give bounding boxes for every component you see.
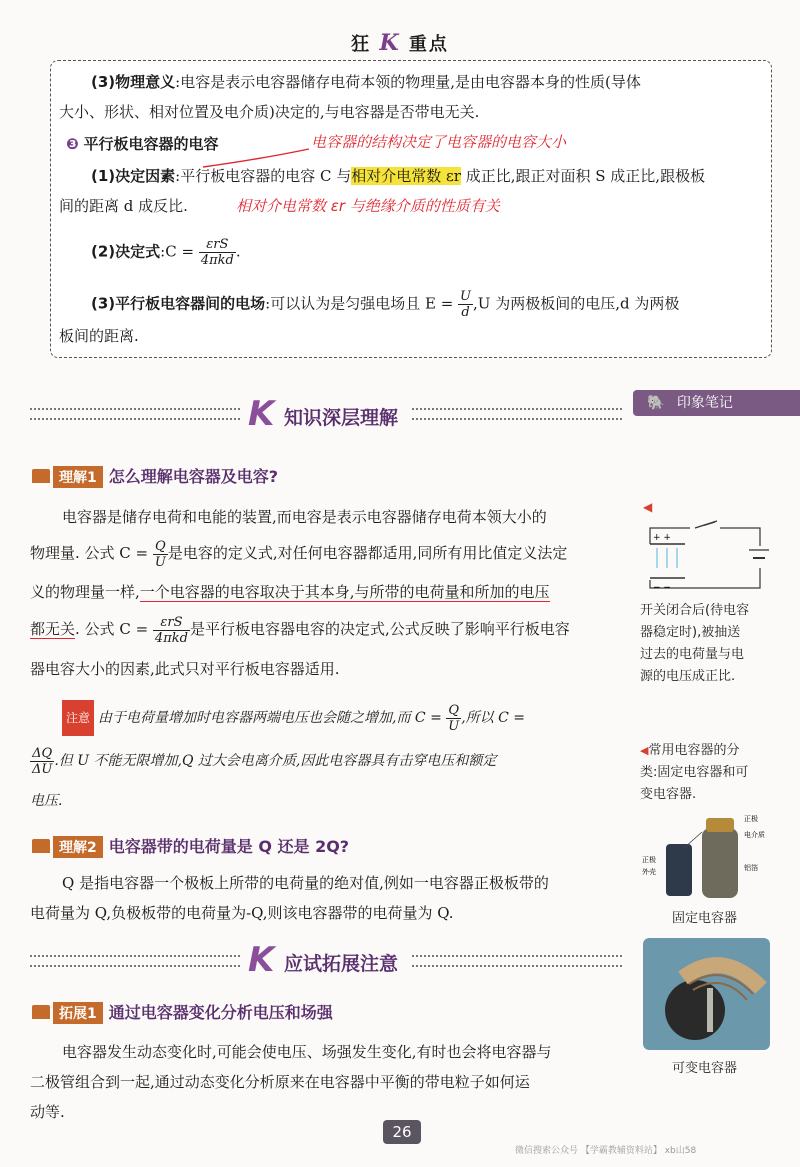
u2-para-1: Q 是指电容器一个极板上所带的电荷量的绝对值,例如一电容器正极板带的 [62,874,549,892]
elephant-icon: 🐘 [647,395,665,411]
u1-para-5: 器电容大小的因素,此式只对平行板电容器适用. [30,660,340,678]
e1-para-1: 电容器发生动态变化时,可能会使电压、场强发生变化,有时也会将电容器与 [62,1043,552,1061]
section-title-knowledge: 知识深层理解 [284,407,399,429]
box-line-8: 板间的距离. [59,327,139,345]
book-icon [32,1005,50,1019]
circuit-diagram [645,518,770,598]
formula-delta: $\frac{\Delta Q}{\Delta U}$ [32,745,53,777]
formula-c-decisive: $\frac{\text{εrS}}{\text{4πkd}}$ [200,237,234,268]
dotted-rule-right-1 [412,408,622,420]
page-header [0,30,800,56]
caution-line-2: $\frac{\Delta Q}{\Delta U}$ .但 U 不能无限增加,Q 过大会电离介质,因此电容器具有击穿电压和额定 [32,745,497,777]
caution-badge: 注意 [62,700,94,736]
footer-watermark: 微信搜索公众号 【学霸教辅资料站】 xb山58 [515,1146,697,1156]
fixed-capacitor-caption: 固定电容器 [672,911,738,926]
u1-para-2: 物理量. 公式 C = $\frac{Q}{U}$ 是电容的定义式,对任何电容器都适用,同所有用比值定义法定 [30,538,568,570]
side-note-2: ◀常用电容器的分 类:固定电容器和可 变电容器. [640,743,749,802]
book-icon [32,469,50,483]
box-line-5: 间的距离 d 成反比. [59,197,188,215]
u1-para-1: 电容器是储存电荷和电能的装置,而电容是表示电容器储存电荷本领大小的 [62,508,547,526]
u1-para-4: 都无关. 公式 C = $\frac{\text{εrS}}{\text{4πkd}}$ 是平行板电容器电容的决定式,公式反映了影响平行板电容 [30,614,570,646]
section-k-icon: K [248,940,275,980]
pointer-triangle-icon: ◀ [643,500,653,514]
u1-para-3: 义的物理量一样,一个电容器的电容取决于其本身,与所带的电荷量和所加的电压 [30,583,550,601]
fixed-capacitor-image [640,812,770,904]
section-k-icon: K [248,394,275,434]
handwritten-note-1: 电容器的结构决定了电容器的电容大小 [311,133,567,151]
extension-1-heading: 拓展1 通过电容器变化分析电压和场强 [32,1000,333,1024]
u2-para-2: 电荷量为 Q,负极板带的电荷量为-Q,则该电容器带的电荷量为 Q. [30,904,454,922]
header-text-1: 狂 [351,34,372,55]
header-text-2: 重点 [408,34,449,55]
notes-tab: 🐘 印象笔记 [633,390,800,416]
box-line-4: (1)决定因素:平行板电容器的电容 C 与相对介电常数 εr 成正比,跟正对面积 S 成正比,跟极板 [91,167,706,185]
dotted-rule-right-2 [412,955,622,967]
section-title-exam: 应试拓展注意 [284,953,399,975]
handwritten-note-2: 相对介电常数 εr 与绝缘介质的性质有关 [236,197,500,215]
header-k-logo: K [379,30,401,56]
formula-c-qu: $\frac{Q}{U}$ [448,702,460,734]
dotted-rule-left-2 [30,955,240,967]
formula-c-definition: $\frac{Q}{U}$ [154,538,166,570]
underlined-key-sentence: 一个电容器的电容取决于其本身,与所带的电荷量和所加的电压 [139,583,550,601]
variable-capacitor-image [643,938,770,1050]
understanding-2-heading: 理解2 电容器带的电荷量是 Q 还是 2Q? [32,834,349,858]
box-line-2: 大小、形状、相对位置及电介质)决定的,与电容器是否带电无关. [59,103,480,121]
section-3-heading: ❸ 平行板电容器的电容 [66,135,219,153]
side-note-1: 开关闭合后(待电容 器稳定时),被抽送 过去的电荷量与电 源的电压成正比. [640,603,750,684]
e1-para-3: 动等. [30,1103,65,1121]
formula-c-parallel: $\frac{\text{εrS}}{\text{4πkd}}$ [154,614,188,646]
svg-text:外壳: 外壳 [642,868,656,876]
svg-text:− −: − − [653,583,671,593]
understanding-1-heading: 理解1 怎么理解电容器及电容? [32,464,278,488]
key-points-box [50,60,772,358]
book-icon [32,839,50,853]
caution-line-1: 注意 由于电荷量增加时电容器两端电压也会随之增加,而 C = $\frac{Q}{U}$ ,所以 C = [62,700,525,736]
svg-text:电介质: 电介质 [744,831,765,839]
e1-para-2: 二极管组合到一起,通过动态变化分析原来在电容器中平衡的带电粒子如何运 [30,1073,530,1091]
page-number: 26 [383,1120,421,1144]
svg-text:铝箔: 铝箔 [744,864,758,872]
box-line-1: (3)物理意义:电容是表示电容器储存电荷本领的物理量,是由电容器本身的性质(导体 [91,73,641,91]
variable-capacitor-caption: 可变电容器 [672,1061,738,1076]
svg-text:正极: 正极 [642,856,656,864]
box-line-7: (3)平行板电容器间的电场:可以认为是匀强电场且 E = $\frac{U}{d}$ ,U 为两极板间的电压,d 为两极 [91,289,680,320]
svg-text:正极: 正极 [744,815,758,823]
formula-e: $\frac{U}{d}$ [460,289,472,320]
svg-text:+ +: + + [653,533,671,543]
box-line-6: (2)决定式:C = $\frac{\text{εrS}}{\text{4πkd}}$ . [91,237,241,268]
caution-line-3: 电压. [30,793,63,809]
dotted-rule-left-1 [30,408,240,420]
